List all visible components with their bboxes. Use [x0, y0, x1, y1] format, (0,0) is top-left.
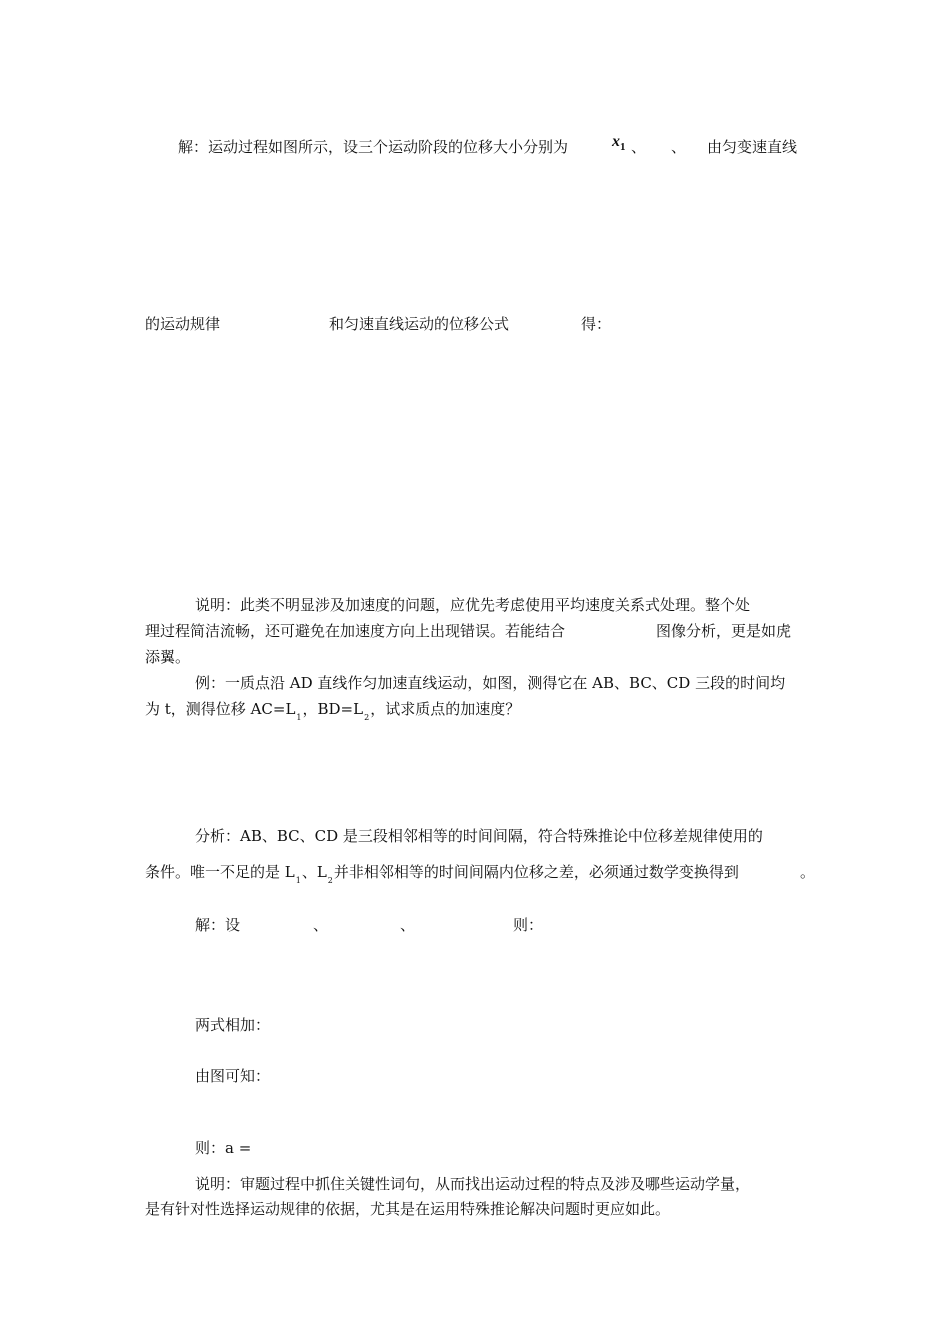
solution-intro-line	[178, 137, 568, 157]
example-line2	[145, 699, 520, 722]
analysis-subscript-2: 2	[327, 876, 333, 885]
note2-line1: 说明：审题过程中抓住关键性词句，从而找出运动过程的特点及涉及哪些运动学量，	[195, 1175, 751, 1193]
note1-line2b: 图像分析，更是如虎	[656, 622, 792, 640]
note2-line2: 是有针对性选择运动规律的依据，尤其是在运用特殊推论解决问题时更应如此。	[145, 1200, 671, 1218]
subscript-1: 1	[296, 713, 302, 722]
analysis-period: 。	[800, 863, 816, 881]
note1-line1: 说明：此类不明显涉及加速度的问题，应优先考虑使用平均速度关系式处理。整个处	[195, 596, 751, 614]
analysis-line2b: 、L	[301, 863, 327, 881]
figure-label: 由图可知：	[195, 1067, 271, 1085]
result-label: 得：	[581, 315, 612, 333]
example-line2c: ，试求质点的加速度？	[370, 700, 521, 718]
motion-law-text: 的运动规律	[145, 315, 221, 333]
result-a: 则：a =	[195, 1139, 252, 1157]
note1-line2a: 理过程简洁流畅，还可避免在加速度方向上出现错误。若能结合	[145, 622, 566, 640]
displacement-formula-text: 和匀速直线运动的位移公式	[329, 315, 510, 333]
analysis-line2	[145, 862, 739, 885]
solution-let: 解：设	[195, 916, 241, 934]
analysis-subscript-1: 1	[295, 876, 301, 885]
x1-symbol: $x_1$	[612, 133, 626, 154]
solution-sep1: 、	[313, 916, 329, 934]
separator-2: 、	[671, 138, 687, 156]
example-line2b: ，BD=L	[302, 700, 364, 718]
sum-label: 两式相加：	[195, 1016, 271, 1034]
solution-then: 则：	[513, 916, 544, 934]
subscript-2: 2	[364, 713, 370, 722]
analysis-line2a: 条件。唯一不足的是 L	[145, 863, 295, 881]
example-line1: 例：一质点沿 AD 直线作匀加速直线运动，如图，测得它在 AB、BC、CD 三段的时间均	[195, 674, 786, 692]
analysis-line1: 分析：AB、BC、CD 是三段相邻相等的时间间隔，符合特殊推论中位移差规律使用的	[195, 827, 763, 845]
solution-intro-suffix: 由匀变速直线	[707, 138, 798, 156]
solution-sep2: 、	[400, 916, 416, 934]
note1-line3: 添翼。	[145, 648, 191, 666]
analysis-line2c: 并非相邻相等的时间间隔内位移之差，必须通过数学变换得到	[333, 863, 739, 881]
solution-intro-text: 解：运动过程如图所示，设三个运动阶段的位移大小分别为	[178, 138, 569, 156]
example-line2a: 为 t，测得位移 AC=L	[145, 700, 296, 718]
separator-1: 、	[631, 138, 647, 156]
